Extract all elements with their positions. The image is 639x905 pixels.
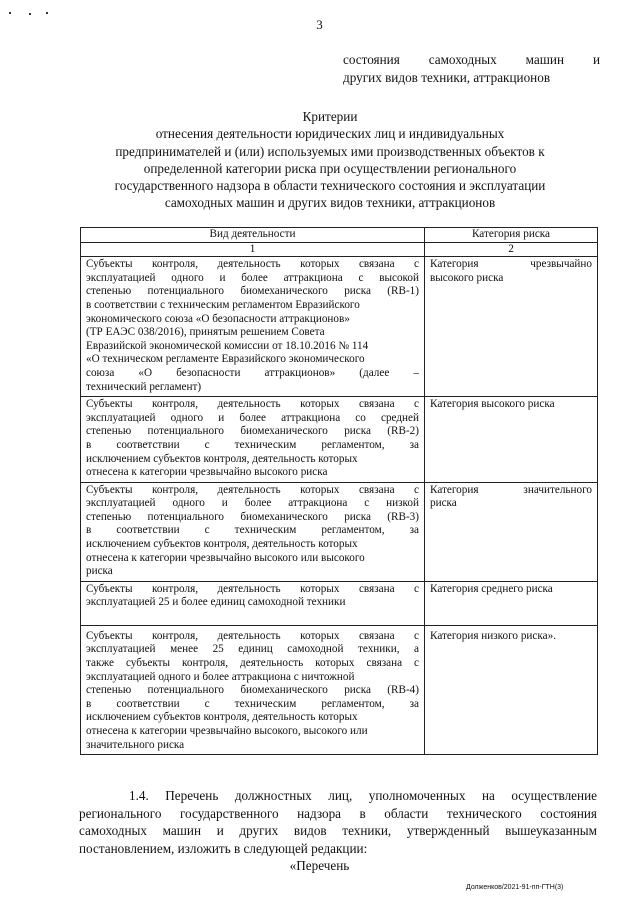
table-row — [81, 397, 598, 483]
heading-title: Критерии — [302, 109, 358, 124]
category-cell — [425, 625, 598, 754]
paragraph-line: регионального государственного надзора в области технического состояния — [79, 805, 597, 821]
cell-line: отнесена к категории чрезвычайно высокого или высокого — [86, 551, 365, 564]
table-row — [81, 482, 598, 581]
cell-line: (ТР ЕАЭС 038/2016), принятым решением Совета — [86, 326, 325, 339]
addressee-line: состояния самоходных машин и — [343, 52, 600, 67]
cell-line: степенью потенциального биомеханического риска (RB-4) — [86, 684, 419, 697]
footer-reference: Долженков/2021-91-пп-ГТН(3) — [466, 884, 564, 891]
category-cell — [425, 581, 598, 625]
cell-line: союза «О безопасности аттракционов» (далее – — [86, 366, 419, 379]
cell-line: в соответствии с техническим регламентом Евразийского — [86, 298, 360, 311]
cell-line: «О техническом регламенте Евразийского экономического — [86, 353, 365, 366]
table-row — [81, 257, 598, 397]
cell-line: эксплуатацией одного и более аттракциона с низкой — [86, 497, 419, 510]
document-heading — [70, 108, 590, 212]
paragraph-line: 1.4. Перечень должностных лиц, уполномоченных на осуществление — [129, 788, 597, 803]
cell-line: Субъекты контроля, деятельность которых связана с — [86, 629, 419, 642]
column-header-activity: Вид деятельности — [81, 228, 425, 243]
criteria-table — [80, 227, 598, 755]
cell-line: Евразийской экономической комиссии от 18.10.2016 № 114 — [86, 339, 369, 352]
table-row — [81, 581, 598, 625]
cell-line: исключением субъектов контроля, деятельность которых — [86, 538, 358, 551]
paragraph-line: постановлением, изложить в следующей редакции: — [79, 840, 368, 856]
cell-line: отнесена к категории чрезвычайно высокого риска — [86, 466, 328, 479]
table-header-row — [81, 228, 598, 243]
heading-line: предпринимателей и (или) используемых ими производственных объектов к — [115, 143, 545, 159]
cell-line: отнесена к категории чрезвычайно высокого, высокого или — [86, 725, 368, 737]
activity-cell — [81, 257, 425, 397]
paragraph-line: самоходных машин и других видов техники, утвержденный вышеуказанным — [79, 823, 597, 839]
column-number: 1 — [81, 242, 425, 257]
heading-line: самоходных машин и других видов техники, аттракционов — [164, 195, 496, 211]
cell-line: исключением субъектов контроля, деятельность которых — [86, 711, 358, 724]
scan-speck — [29, 13, 31, 15]
cell-line: риска — [86, 565, 113, 578]
column-number-row — [81, 242, 598, 257]
cell-line: степенью потенциального биомеханического риска (RB-3) — [86, 510, 419, 523]
cell-line: в соответствии с техническим регламентом, за — [86, 524, 419, 537]
cell-line: в соответствии с техническим регламентом, за — [86, 697, 419, 710]
cell-line: степенью потенциального биомеханического риска (RB-2) — [86, 425, 419, 438]
cell-line: эксплуатацией менее 25 единиц самоходной техники, а — [86, 643, 419, 656]
cell-line: Категория низкого риска». — [430, 629, 556, 642]
cell-line: Категория чрезвычайно — [430, 258, 592, 271]
cell-line: Категория значительного — [430, 483, 592, 496]
cell-line: значительного риска — [86, 738, 185, 751]
category-cell — [425, 397, 598, 483]
cell-line: риска — [430, 497, 457, 510]
cell-line: экономического союза «О безопасности аттракционов» — [86, 312, 350, 325]
activity-cell — [81, 482, 425, 581]
column-header-category: Категория риска — [425, 228, 598, 243]
scan-speck — [46, 12, 48, 14]
cell-line: Субъекты контроля, деятельность которых связана с — [86, 398, 419, 411]
heading-line: определенной категории риска при осуществлении регионального — [143, 160, 517, 176]
activity-cell — [81, 581, 425, 625]
category-cell — [425, 482, 598, 581]
page-number: 3 — [316, 17, 323, 32]
cell-line: эксплуатацией одного и более аттракциона с высокой — [86, 271, 419, 284]
cell-line: эксплуатацией одного и более аттракциона со средней — [86, 411, 419, 424]
cell-line: также субъекты контроля, деятельность которых связана с — [86, 657, 419, 670]
cell-line: высокого риска — [430, 271, 504, 284]
cell-line: Субъекты контроля, деятельность которых связана с — [86, 258, 419, 271]
cell-line: исключением субъектов контроля, деятельность которых — [86, 452, 358, 465]
cell-line: эксплуатацией одного и более аттракциона с ничтожной — [86, 670, 355, 683]
column-number: 2 — [425, 242, 598, 257]
heading-line: государственного надзора в области технического состояния и эксплуатации — [114, 178, 546, 194]
cell-line: Субъекты контроля, деятельность которых связана с — [86, 483, 419, 496]
quote-title: «Перечень — [289, 858, 350, 873]
heading-line: отнесения деятельности юридических лиц и индивидуальных — [155, 126, 505, 142]
cell-line: степенью потенциального биомеханического риска (RB-1) — [86, 285, 419, 298]
amendment-paragraph — [79, 787, 597, 857]
cell-line: Категория высокого риска — [430, 398, 555, 411]
cell-line: в соответствии с техническим регламентом, за — [86, 438, 419, 451]
scan-speck — [9, 12, 11, 14]
activity-cell — [81, 397, 425, 483]
addressee-line: других видов техники, аттракционов — [343, 70, 551, 85]
table-row — [81, 625, 598, 754]
addressee-block — [343, 51, 600, 87]
cell-line: технический регламент) — [86, 380, 202, 393]
cell-line: Категория среднего риска — [430, 582, 553, 595]
activity-cell — [81, 625, 425, 754]
cell-line: Субъекты контроля, деятельность которых связана с — [86, 582, 419, 595]
cell-line: эксплуатацией 25 и более единиц самоходной техники — [86, 596, 346, 609]
category-cell — [425, 257, 598, 397]
